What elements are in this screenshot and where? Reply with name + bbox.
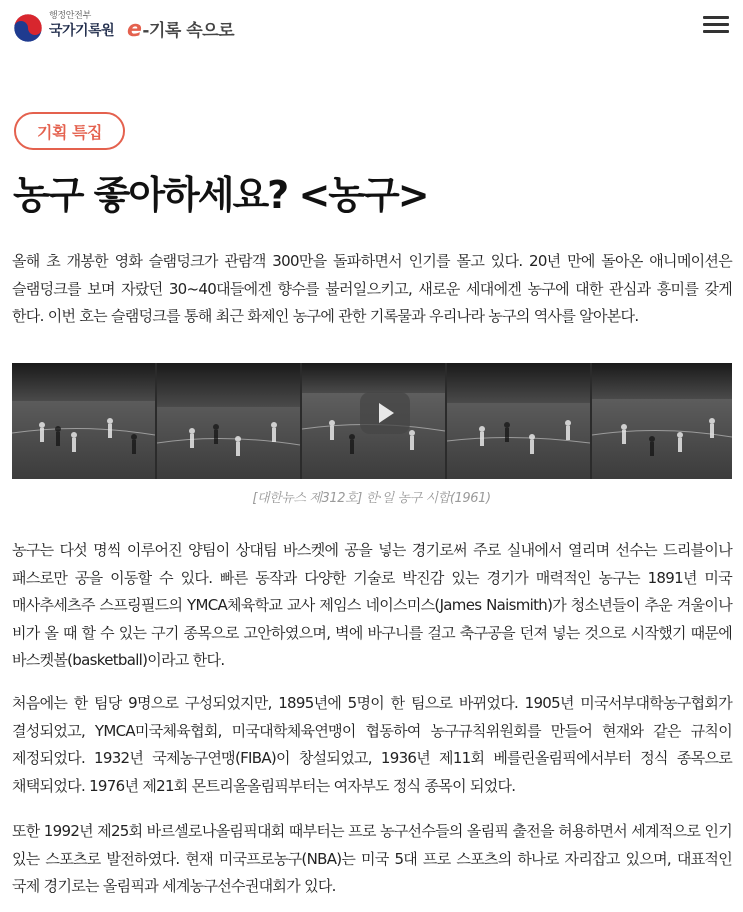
brand-e-letter: e xyxy=(127,17,142,42)
org-name: 국가기록원 xyxy=(49,23,115,39)
article-paragraph: 처음에는 한 팀당 9명으로 구성되었지만, 1895년에 5명이 한 팀으로 바뀌었다. 1905년 미국서부대학농구협회가 결성되었고, YMCA미국체육협회, 미국대학체육연맹이 협동하여 농구규칙위원회를 만들어 현재와 같은 규칙이 제정되었다. 1932년 국제농구연맹(FIBA)이 창설되었고, 1936년 제11회 베를린올림픽에서부터 정식 종목으로 채택되었다. 1976년 제21회 몬트리올올림픽부터는 여자부도 정식 종목이 되었다. xyxy=(12,694,732,795)
brand-logo[interactable] xyxy=(127,16,234,42)
org-ministry-name: 행정안전부 xyxy=(49,11,91,21)
video-caption: [대한뉴스 제312호] 한·일 농구 시합(1961) xyxy=(252,491,491,506)
article-intro: 올해 초 개봉한 영화 슬램덩크가 관람객 300만을 돌파하면서 인기를 몰고 있다. 20년 만에 돌아온 애니메이션은 슬램덩크를 보며 자랐던 30~40대들에겐 향수를 불러일으키고, 새로운 세대에겐 농구에 대한 관심과 흥미를 갖게 한다. 이번 호는 슬램덩크를 통해 최근 화제인 농구에 관한 기록물과 우리나라 농구의 역사를 알아본다. xyxy=(12,252,732,325)
article-paragraph: 또한 1992년 제25회 바르셀로나올림픽대회 때부터는 프로 농구선수들의 올림픽 출전을 허용하면서 세계적으로 인기 있는 스포츠로 발전하였다. 현재 미국프로농구(NBA)는 미국 5대 프로 스포츠의 하나로 자리잡고 있으며, 대표적인 국제 경기로는 올림픽과 세계농구선수권대회가 있다. xyxy=(12,822,732,895)
taegeuk-emblem-icon[interactable] xyxy=(13,13,43,43)
hamburger-menu-icon[interactable] xyxy=(703,14,729,34)
brand-text: -기록 속으로 xyxy=(142,21,235,41)
site-header xyxy=(0,0,743,56)
article-title: 농구 좋아하세요? <농구> xyxy=(13,173,428,217)
video-player[interactable] xyxy=(12,363,732,479)
play-icon[interactable] xyxy=(360,392,410,434)
category-tag: 기획 특집 xyxy=(14,112,125,150)
org-logo[interactable] xyxy=(49,12,114,38)
article-paragraph: 농구는 다섯 명씩 이루어진 양팀이 상대팀 바스켓에 공을 넣는 경기로써 주로 실내에서 열리며 선수는 드리블이나 패스로만 공을 이동할 수 있다. 빠른 동작과 다양한 기술로 박진감 있는 경기가 매력적인 농구는 1891년 미국 매사추세츠주 스프링필드의 YMCA체육학교 교사 제임스 네이스미스(James Naismith)가 청소년들이 추운 겨울이나 비가 올 때 할 수 있는 구기 종목으로 고안하였으며, 벽에 바구니를 걸고 축구공을 던져 넣는 것으로 시작했기 때문에 바스켓볼(basketball)이라고 한다. xyxy=(12,541,732,669)
